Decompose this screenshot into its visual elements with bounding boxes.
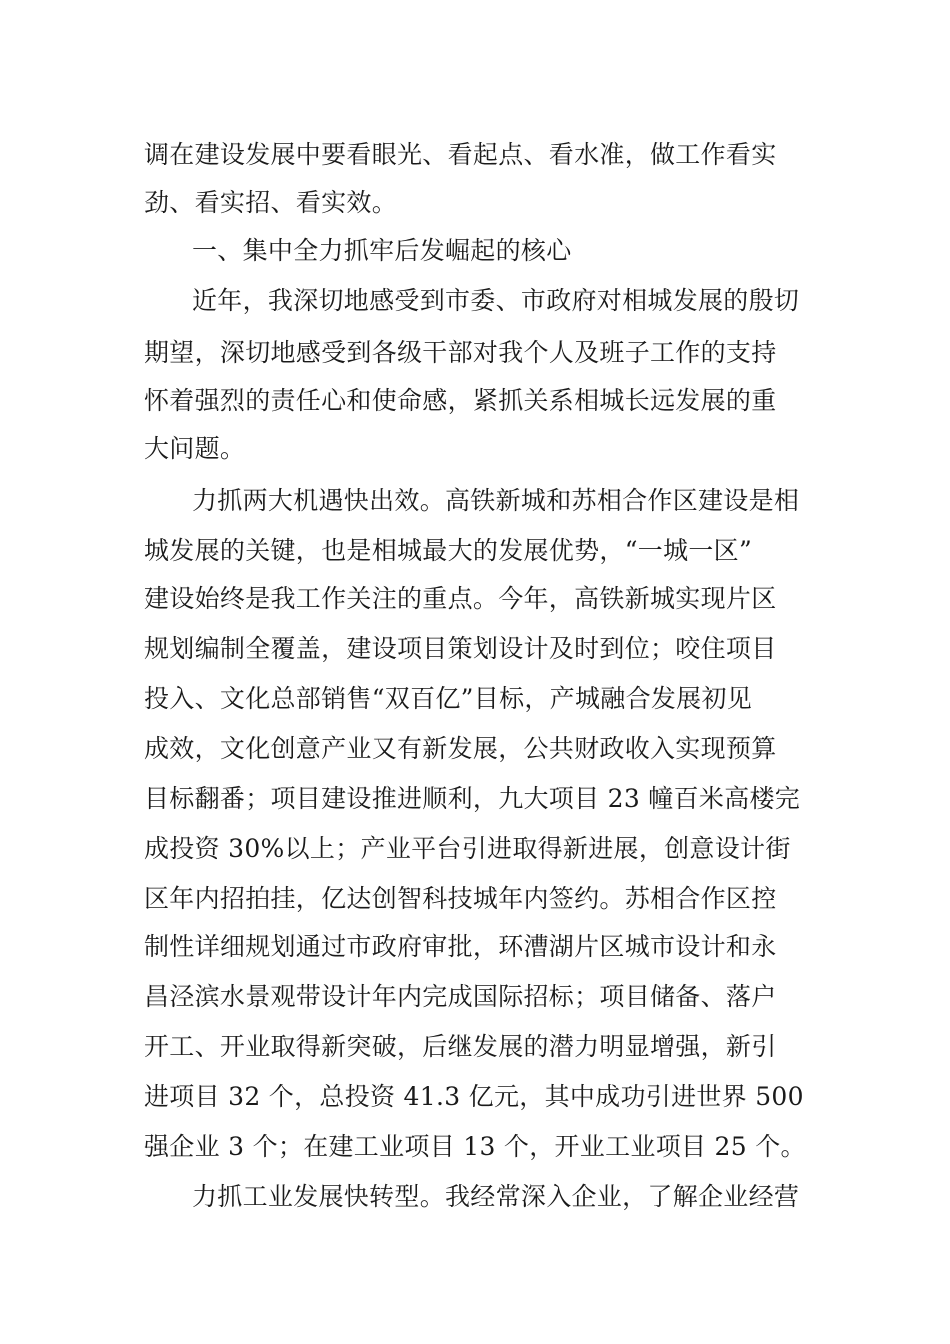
- paragraph-start-line: 力抓两大机遇快出效。高铁新城和苏相合作区建设是相: [192, 486, 800, 515]
- text-line: 城发展的关键，也是相城最大的发展优势，“一城一区”: [144, 536, 753, 565]
- text-line: 投入、文化总部销售“双百亿”目标，产城融合发展初见: [144, 684, 753, 713]
- text-line: 进项目 32 个，总投资 41.3 亿元，其中成功引进世界 500: [144, 1082, 804, 1111]
- text-line: 规划编制全覆盖，建设项目策划设计及时到位；咬住项目: [144, 634, 777, 663]
- text-line: 区年内招拍挂，亿达创智科技城年内签约。苏相合作区控: [144, 884, 777, 913]
- text-line: 开工、开业取得新突破，后继发展的潜力明显增强，新引: [144, 1032, 777, 1061]
- text-line: 劲、看实招、看实效。: [144, 188, 398, 217]
- text-line: 建设始终是我工作关注的重点。今年，高铁新城实现片区: [144, 584, 777, 613]
- text-line: 期望，深切地感受到各级干部对我个人及班子工作的支持: [144, 338, 777, 367]
- text-line: 成投资 30%以上；产业平台引进取得新进展，创意设计街: [144, 834, 791, 863]
- text-line: 怀着强烈的责任心和使命感，紧抓关系相城长远发展的重: [144, 386, 777, 415]
- paragraph-start-line: 力抓工业发展快转型。我经常深入企业，了解企业经营: [192, 1182, 800, 1211]
- text-line: 目标翻番；项目建设推进顺利，九大项目 23 幢百米高楼完: [144, 784, 801, 813]
- text-line: 大问题。: [144, 434, 246, 463]
- text-line: 制性详细规划通过市政府审批，环漕湖片区城市设计和永: [144, 932, 777, 961]
- paragraph-start-line: 近年，我深切地感受到市委、市政府对相城发展的殷切: [192, 286, 800, 315]
- text-line: 昌泾滨水景观带设计年内完成国际招标；项目储备、落户: [144, 982, 777, 1011]
- text-line: 调在建设发展中要看眼光、看起点、看水准，做工作看实: [144, 140, 777, 169]
- section-heading: 一、集中全力抓牢后发崛起的核心: [192, 236, 572, 265]
- text-line: 强企业 3 个；在建工业项目 13 个，开业工业项目 25 个。: [144, 1132, 806, 1161]
- text-line: 成效，文化创意产业又有新发展，公共财政收入实现预算: [144, 734, 777, 763]
